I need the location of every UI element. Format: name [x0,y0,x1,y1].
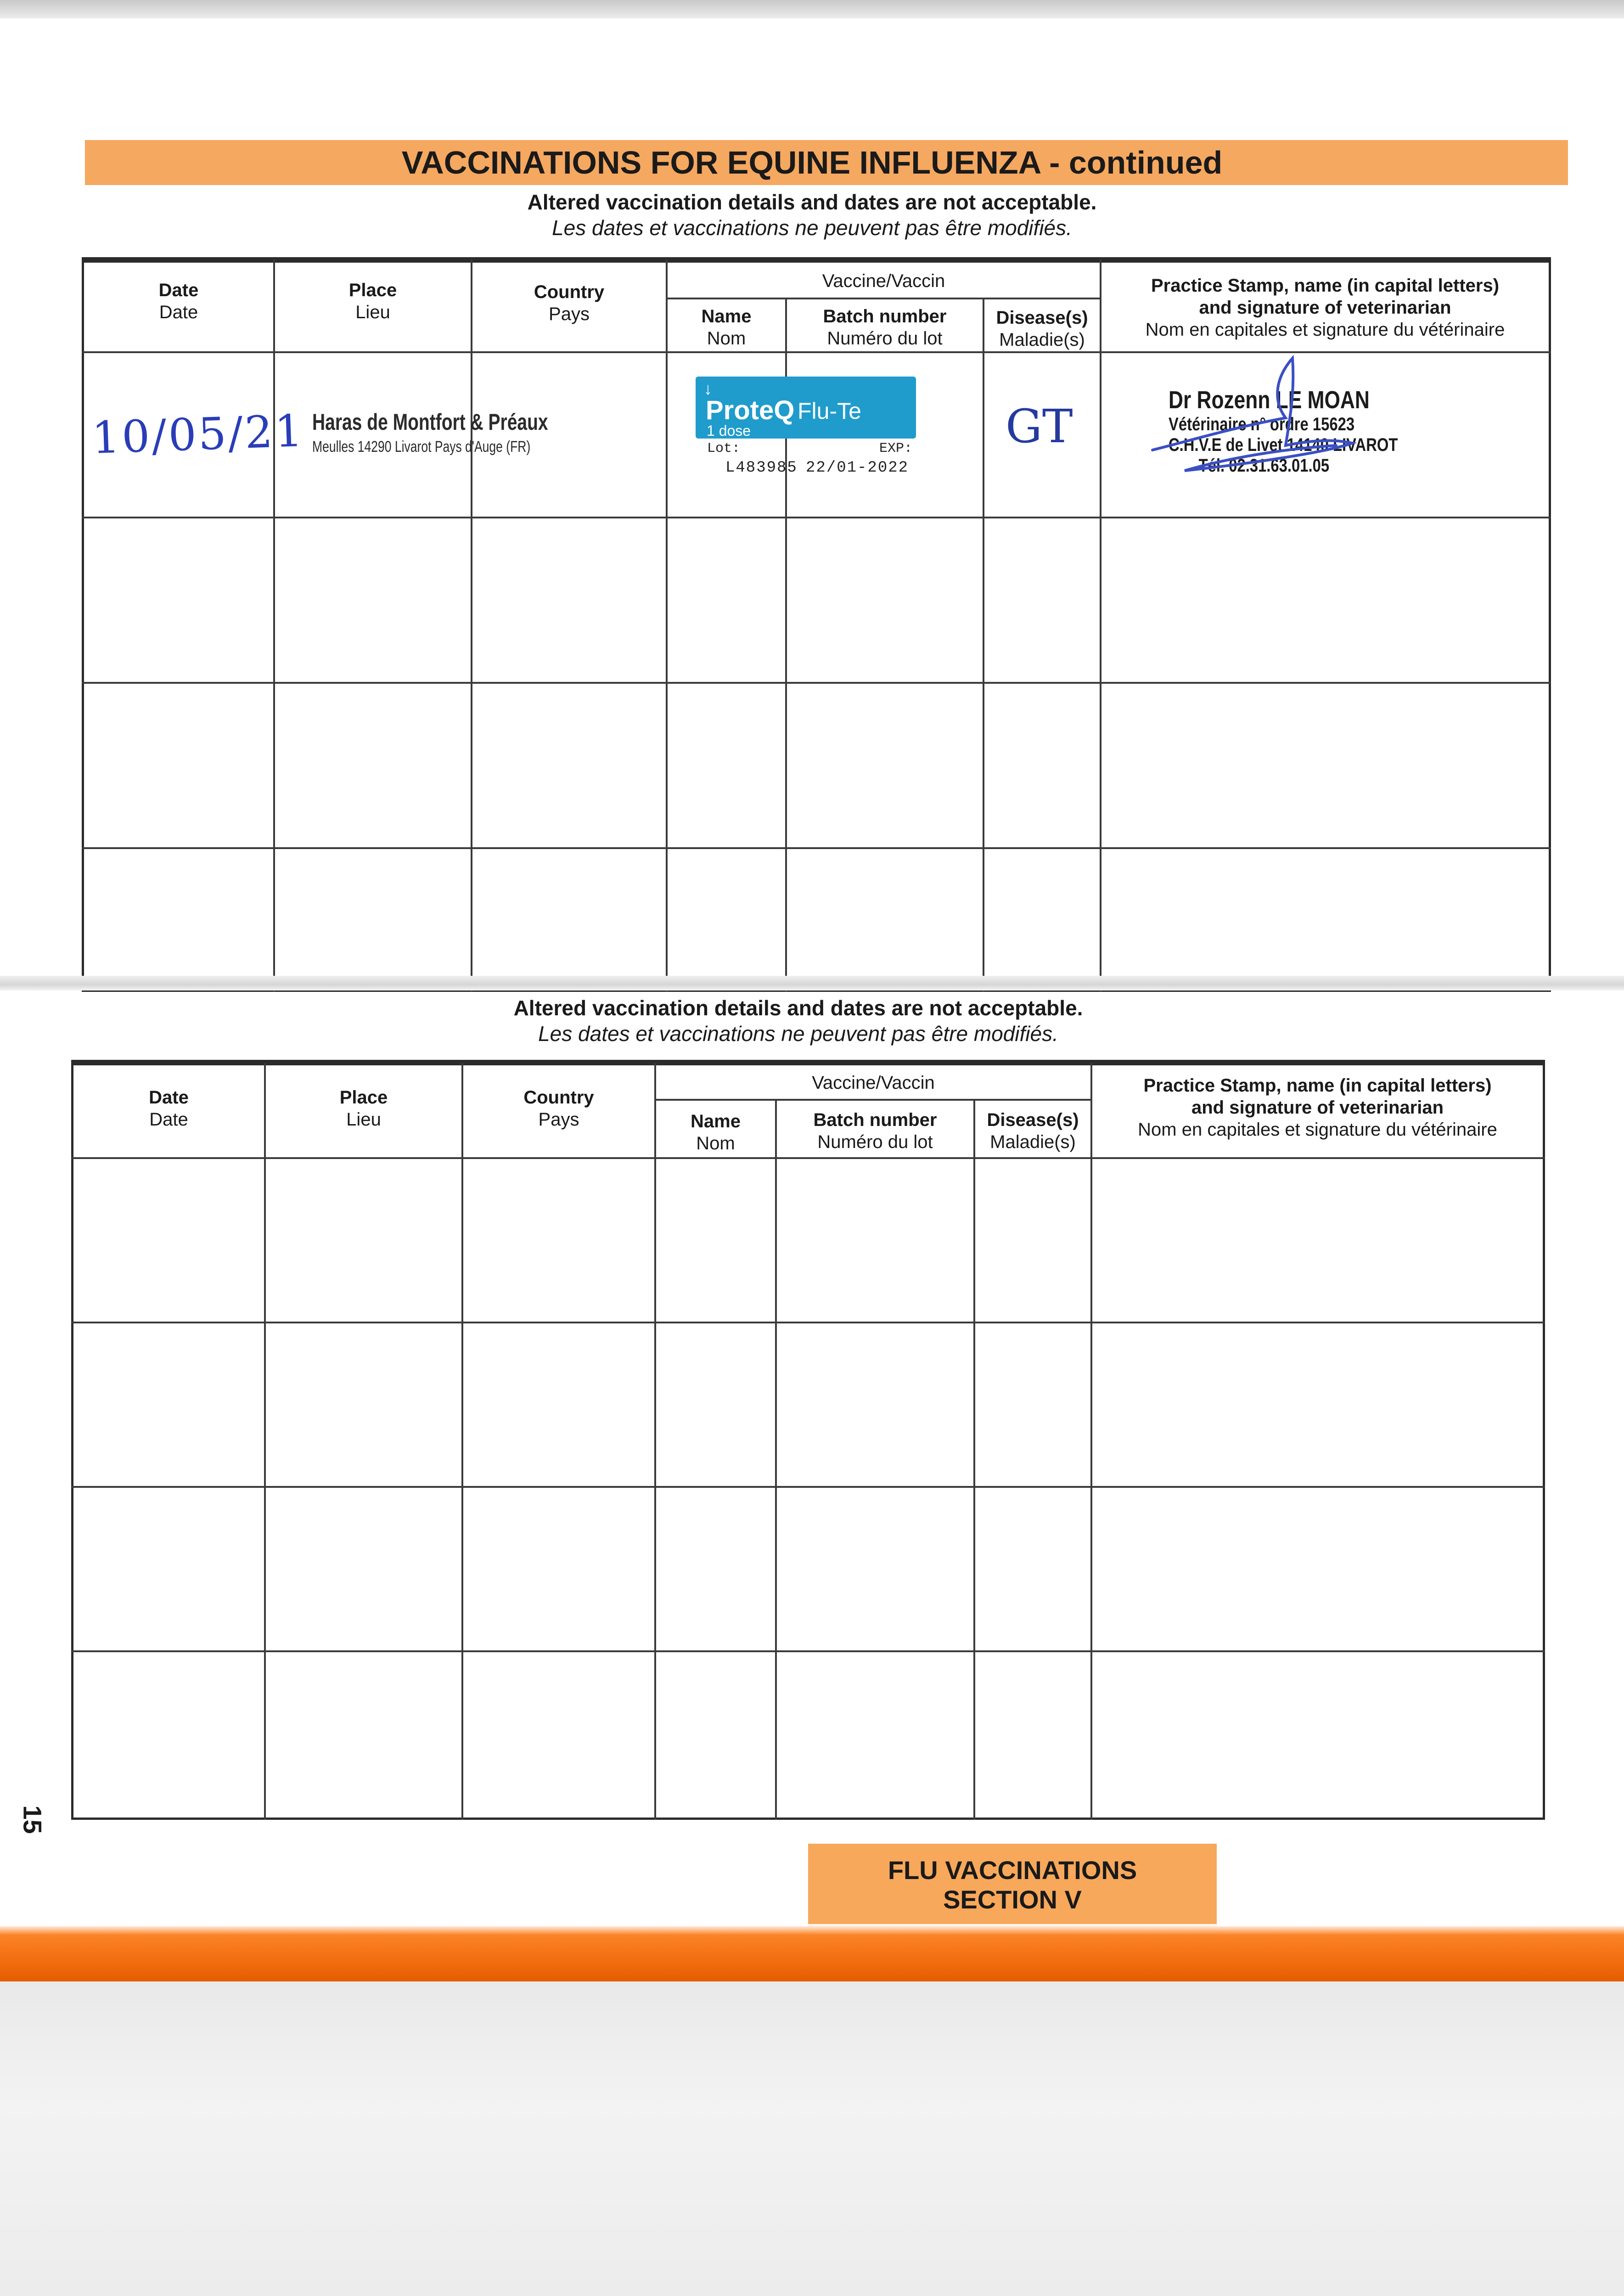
header-practice-stamp: Practice Stamp, name (in capital letters) and signature of veterinarian Nom en capitales et signature du vétérinaire [1138,1075,1497,1140]
header-disease: Disease(s) Maladie(s) [996,308,1088,350]
header-row-divider [71,1157,1545,1159]
header-place: Place Lieu [348,280,397,322]
column-divider [775,1100,777,1820]
place-stamp-address: Meulles 14290 Livarot Pays d'Auge (FR) [312,438,531,456]
header-name: Name Nom [701,306,752,349]
vaccination-table-bottom [71,1060,1545,1820]
place-stamp [312,409,548,456]
page-title: VACCINATIONS FOR EQUINE INFLUENZA - continued [401,145,1223,180]
lot-label: Lot: [707,441,741,456]
vaccine-brand: ProteQ [706,395,795,425]
column-divider [1100,259,1101,992]
header-disease: Disease(s) Maladie(s) [987,1110,1079,1152]
row-divider [82,682,1551,684]
row-divider [71,1322,1545,1323]
header-vaccine: Vaccine/Vaccin [812,1073,935,1093]
disease-handwritten: GT [1006,400,1073,453]
scan-top-edge [0,0,1624,18]
column-divider [461,1063,463,1820]
header-date: Date Date [158,280,199,322]
column-divider [973,1100,975,1820]
column-divider [654,1063,656,1820]
scan-background [0,1981,1624,2296]
vaccine-product: Flu-Te [798,398,861,424]
header-country: Country Pays [534,282,605,324]
drop-icon: ↓ [704,379,712,398]
notice-fr: Les dates et vaccinations ne peuvent pas être modifiés. [538,1022,1058,1046]
vet-clinic: C.H.V.E de Livet 14140 LIVAROT [1169,435,1398,455]
column-divider [273,259,275,992]
column-divider [983,298,984,992]
place-stamp-name: Haras de Montfort & Préaux [312,409,548,435]
row-divider [71,1486,1545,1488]
section-line2: SECTION V [943,1885,1082,1914]
vaccine-header-divider [654,1099,1090,1101]
header-batch: Batch number Numéro du lot [823,306,947,349]
column-divider [1090,1063,1092,1820]
vaccine-dose: 1 dose [707,422,751,439]
header-name: Name Nom [691,1111,741,1154]
vaccine-header-divider [666,298,1100,299]
vet-name: Dr Rozenn LE MOAN [1169,386,1370,414]
section-line1: FLU VACCINATIONS [888,1856,1137,1885]
page-fold [0,976,1624,990]
header-place: Place Lieu [339,1087,388,1130]
notice-fr: Les dates et vaccinations ne peuvent pas être modifiés. [552,216,1072,240]
entry-date-handwritten: 10/05/21 [91,405,305,464]
vet-order-number: Vétérinaire n° ordre 15623 [1169,414,1355,434]
notice-en: Altered vaccination details and dates are not acceptable. [527,190,1097,214]
header-date: Date Date [149,1087,189,1130]
column-divider [471,259,472,992]
vaccine-sticker [696,377,916,439]
exp-label: EXP: [879,441,913,456]
header-batch: Batch number Numéro du lot [813,1110,937,1152]
notice-top [0,189,1624,241]
cover-band-highlight [0,1924,1624,1935]
column-divider [666,259,668,992]
section-tab [808,1844,1217,1926]
notice-bottom [0,995,1610,1047]
exp-date: 22/01-2022 [806,459,909,477]
vet-signature [1134,349,1410,501]
header-practice-stamp: Practice Stamp, name (in capital letters) and signature of veterinarian Nom en capitales et signature du vétérinaire [1145,276,1505,340]
header-country: Country Pays [523,1087,594,1130]
column-divider [264,1063,266,1820]
row-divider [71,1650,1545,1652]
page-number: 15 [18,1805,47,1834]
header-vaccine: Vaccine/Vaccin [822,271,945,291]
lot-number: L483985 [725,459,798,477]
row-divider [82,517,1551,518]
notice-en: Altered vaccination details and dates are not acceptable. [513,996,1083,1020]
row-divider [82,847,1551,849]
vet-phone: Tél. 02.31.63.01.05 [1198,456,1330,476]
